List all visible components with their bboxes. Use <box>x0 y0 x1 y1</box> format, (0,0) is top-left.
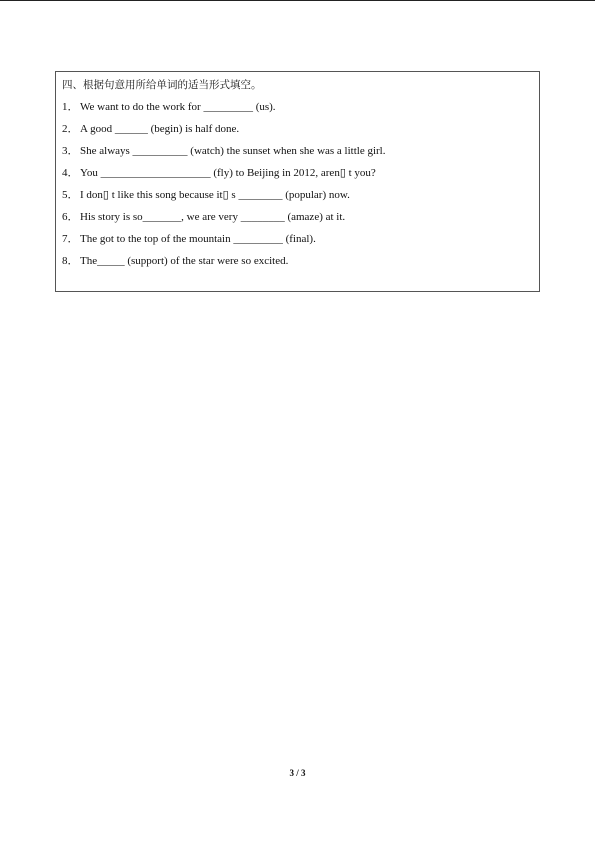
question-number: 8． <box>62 255 79 267</box>
question-text: She always __________ (watch) the sunset when she was a little girl. <box>80 145 386 157</box>
question-number: 5． <box>62 189 79 201</box>
question-item <box>62 100 386 122</box>
question-number: 1． <box>62 101 79 113</box>
section-heading: 四、根据句意用所给单词的适当形式填空。 <box>62 79 262 91</box>
question-text: A good ______ (begin) is half done. <box>80 123 240 135</box>
question-item <box>62 232 386 254</box>
question-number: 7． <box>62 233 79 245</box>
question-number: 2． <box>62 123 79 135</box>
question-text: His story is so_______, we are very ________ (amaze) at it. <box>80 211 346 223</box>
page-top-rule <box>0 0 595 1</box>
question-number: 3． <box>62 145 79 157</box>
page-number: 3 / 3 <box>289 768 306 778</box>
question-item <box>62 122 386 144</box>
question-text: The got to the top of the mountain _________ (final). <box>80 233 316 245</box>
question-number: 4． <box>62 167 79 179</box>
question-item <box>62 166 386 188</box>
question-number: 6． <box>62 211 79 223</box>
question-text: I don▯ t like this song because it▯ s ________ (popular) now. <box>80 189 350 201</box>
question-item <box>62 144 386 166</box>
question-item <box>62 210 386 232</box>
question-text: You ____________________ (fly) to Beijing in 2012, aren▯ t you? <box>80 167 376 179</box>
question-text: The_____ (support) of the star were so excited. <box>80 255 289 267</box>
question-item <box>62 188 386 210</box>
question-item <box>62 254 386 276</box>
exercise-box <box>55 71 540 292</box>
question-text: We want to do the work for _________ (us). <box>80 101 276 113</box>
question-list <box>62 100 386 276</box>
